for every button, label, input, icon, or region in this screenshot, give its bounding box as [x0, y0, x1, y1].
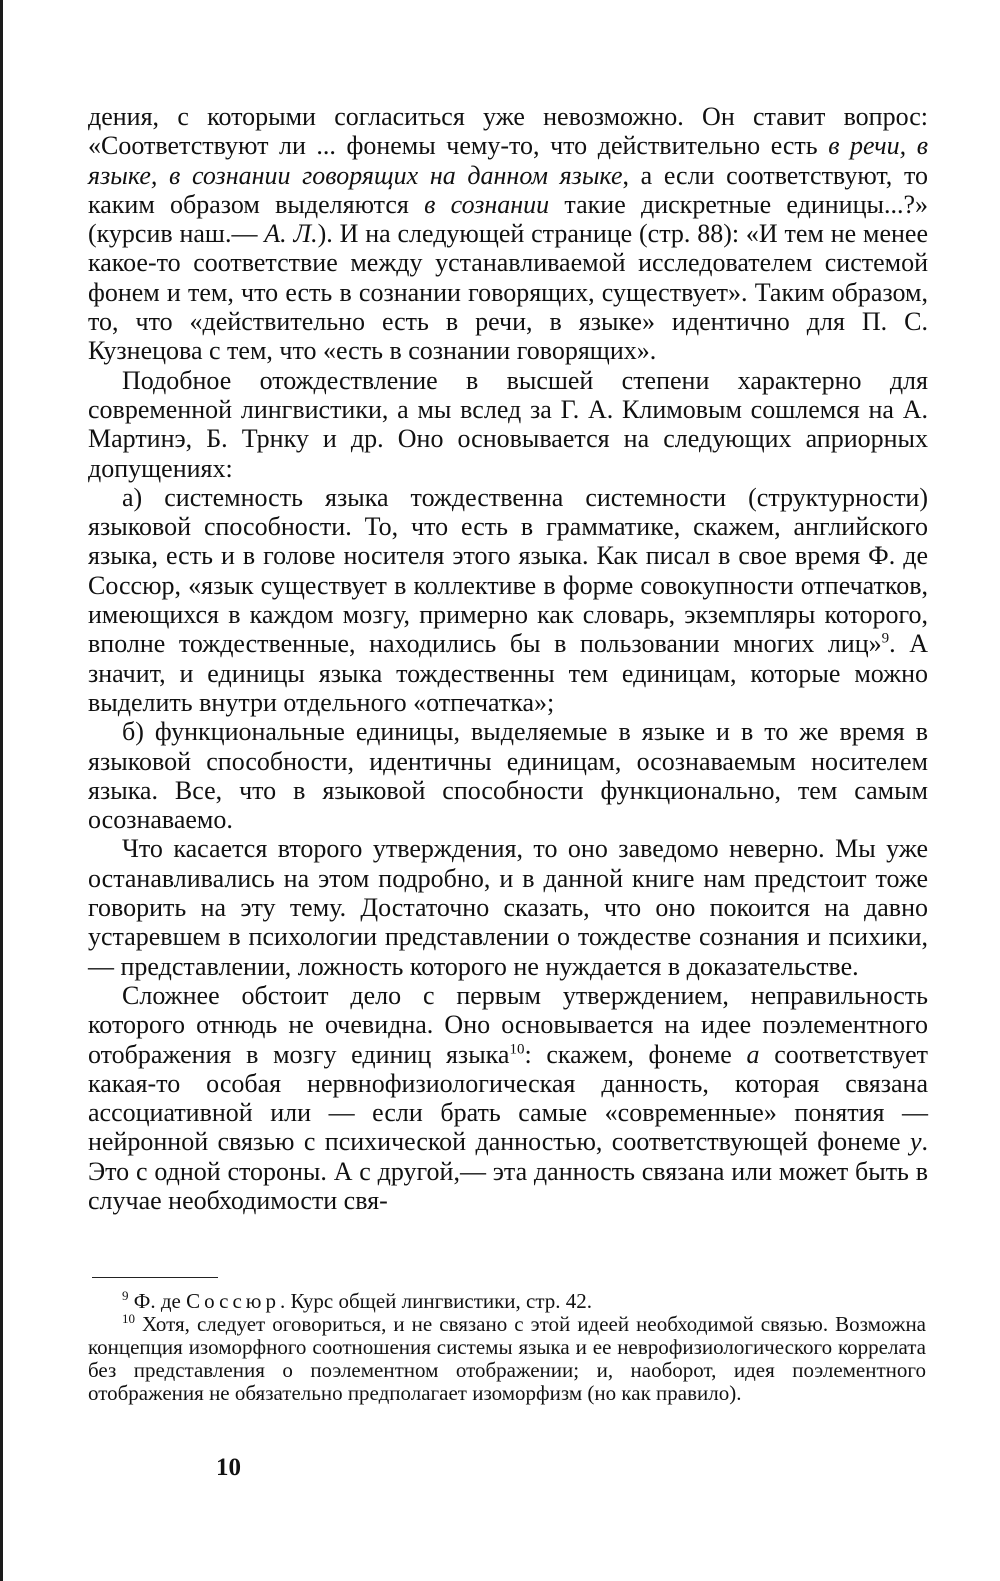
paragraph-3: а) системность языка тождественна системности (структурности) языковой способности. То, что есть в грамматике, скажем, английского языка, есть и в голове носителя этого языка. Как писал в свое время Ф. де Соссюр, «язык существует в коллективе в форме совокупности отпечатков, имеющихся в каждом мозгу, примерно как словарь, экземпляры которого, вполне тождественные, находились бы в пользовании многих лиц»$^9$. А значит, и единицы языка тождественны тем единицам, которые можно выделить внутри отдельного «отпечатка»; — [88, 482, 928, 717]
footnote-9: $^9$ Ф. де Соссюр. Курс общей лингвистики, стр. 42. — [122, 1288, 593, 1313]
footnote-ref-9: 9 — [881, 630, 890, 647]
paragraph-6: Сложнее обстоит дело с первым утверждением, неправильность которого отнюдь не очевидна. Оно основывается на идее поэлементного отображения в мозгу единиц языка$^{10}$: скажем, фонеме а соответствует какая-то особая нервнофизиологическая данность, которая связана ассоциативной или — если брать самые «современные» понятия — нейронной связью с психической данностью, соответствующей фонеме у. Это с одной стороны. А с другой,— эта данность связана или может быть в случае необходимости свя- — [88, 980, 928, 1215]
paragraph-1: дения, с которыми согласиться уже невозможно. Он ставит вопрос: «Соответствуют ли ... фонемы чему-то, что действительно есть в речи, в языке, в сознании говорящих на данном языке, а если соответствуют, то каким образом выделяются в сознании такие дискретные единицы...?» (курсив наш.— А. Л.). И на следующей странице (стр. 88): «И тем не менее какое-то соответствие между устанавливаемой исследователем системой фонем и тем, что есть в сознании говорящих, существует». Таким образом, то, что «действительно есть в речи, в языке» идентично для П. С. Кузнецова с тем, что «есть в сознании говорящих». — [88, 102, 928, 366]
italic-initials: А. Л. — [264, 219, 318, 249]
footnote-ref-10: 10 — [509, 1040, 525, 1057]
italic-phrase: в сознании — [424, 189, 550, 219]
italic-letter: у — [909, 1127, 922, 1157]
footnote-divider — [92, 1277, 218, 1278]
italic-letter: а — [746, 1039, 760, 1069]
page-number: 10 — [216, 1454, 241, 1481]
page-edge-shadow — [0, 0, 3, 1581]
footnote-10: $^{10}$ Хотя, следует оговориться, и не связано с этой идеей необходимой связью. Возможна концепция изоморфного соотношения системы языка и ее неврофизиологического коррелата без представления о поэлементном отображении; и, наоборот, идея поэлементного отображения не обязательно предполагает изоморфизм (но как правило). — [88, 1311, 926, 1405]
footnote-mark: 10 — [122, 1311, 135, 1326]
footnote-mark: 9 — [122, 1288, 129, 1303]
paragraph-2: Подобное отождествление в высшей степени характерно для современной лингвистики, а мы вслед за Г. А. Климовым сошлемся на А. Мартинэ, Б. Трнку и др. Оно основывается на следующих априорных допущениях: — [88, 365, 928, 483]
spaced-author-name: Соссюр — [186, 1289, 280, 1313]
italic-phrase: в речи, в языке, в сознании говорящих на данном языке — [88, 131, 928, 190]
paragraph-4: б) функциональные единицы, выделяемые в языке и в то же время в языковой способности, идентичны единицам, осознаваемым носителем языка. Все, что в языковой способности функционально, тем самым осознаваемо. — [88, 717, 928, 835]
paragraph-5: Что касается второго утверждения, то оно заведомо неверно. Мы уже останавливались на этом подробно, и в данной книге нам предстоит тоже говорить на эту тему. Достаточно сказать, что оно покоится на давно устаревшем в психологии представлении о тождестве сознания и психики,— представлении, ложность которого не нуждается в доказательстве. — [88, 834, 928, 981]
footnotes — [88, 1290, 926, 1405]
main-text — [88, 102, 928, 1215]
